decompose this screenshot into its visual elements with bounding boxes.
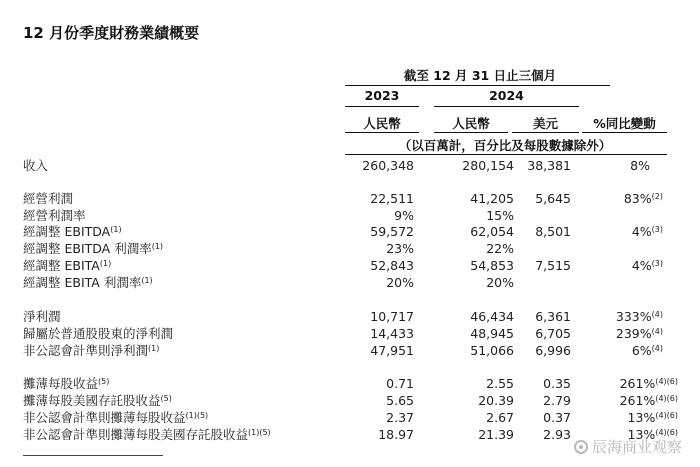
yoy-value: 13%	[627, 427, 656, 442]
row-label-text: 收入	[23, 158, 49, 173]
watermark	[574, 436, 682, 457]
row-label	[23, 392, 172, 410]
yoy-footnote: (2)	[651, 192, 663, 201]
rmb-2024-cell: 15%	[486, 208, 514, 223]
usd-cell: 0.37	[543, 410, 571, 425]
yoy-cell	[632, 223, 663, 241]
label-footnote: (1)	[141, 276, 153, 285]
yoy-cell	[616, 325, 663, 343]
row-label-text: 非公認會計準則淨利潤	[23, 343, 149, 358]
row-label-text: 歸屬於普通股股東的淨利潤	[23, 326, 174, 341]
yoy-footnote: (4)(6)	[655, 377, 678, 386]
yoy-value: 4%	[631, 224, 652, 239]
col-rmb-2023-rule	[345, 132, 419, 133]
row-label-text: 經營利潤率	[23, 208, 86, 223]
rmb-2023-cell: 5.65	[386, 393, 414, 408]
rmb-2024-cell: 280,154	[462, 158, 514, 173]
usd-cell: 6,361	[535, 309, 571, 324]
year-2024-rule	[434, 106, 579, 107]
row-label-text: 淨利潤	[23, 309, 61, 324]
yoy-value: 333%	[615, 309, 652, 324]
col-yoy-header: %同比變動	[593, 116, 656, 131]
rmb-2023-cell: 20%	[386, 275, 414, 290]
label-footnote: (1)	[110, 225, 122, 234]
usd-cell: 2.79	[543, 393, 571, 408]
rmb-2024-cell: 21.39	[478, 427, 514, 442]
yoy-cell	[632, 257, 663, 275]
rmb-2023-cell: 14,433	[370, 326, 414, 341]
row-label	[23, 409, 208, 427]
yoy-footnote: (3)	[651, 225, 663, 234]
yoy-cell	[620, 392, 678, 410]
rmb-2024-cell: 41,205	[470, 191, 514, 206]
rmb-2024-cell: 22%	[486, 241, 514, 256]
rmb-2023-cell: 10,717	[370, 309, 414, 324]
rmb-2023-cell: 23%	[386, 241, 414, 256]
row-label	[23, 342, 159, 360]
usd-cell: 6,996	[535, 343, 571, 358]
yoy-value: 83%	[623, 191, 652, 206]
label-footnote: (1)	[148, 344, 160, 353]
row-label-text: 經營利潤	[23, 191, 74, 206]
row-label	[23, 190, 73, 208]
table-row	[0, 409, 700, 427]
row-label-text: 經調整 EBITDA 利潤率	[23, 241, 152, 256]
col-usd-header: 美元	[532, 116, 558, 131]
yoy-footnote: (4)	[651, 327, 663, 336]
usd-cell: 7,515	[535, 258, 571, 273]
col-usd-rule	[512, 132, 579, 133]
usd-cell: 38,381	[527, 158, 571, 173]
label-footnote: (1)	[99, 259, 112, 268]
weibo-icon	[574, 440, 588, 454]
rmb-2023-cell: 260,348	[362, 158, 414, 173]
label-footnote: (5)	[98, 377, 110, 386]
row-label-text: 非公認會計準則攤薄每股收益	[23, 410, 186, 425]
row-label	[23, 375, 109, 393]
yoy-value: 4%	[631, 258, 652, 273]
period-header: 截至 12 月 31 日止三個月	[403, 68, 557, 83]
yoy-value: 261%	[619, 376, 656, 391]
row-label	[23, 325, 173, 343]
yoy-footnote: (4)(6)	[655, 428, 678, 437]
rmb-2024-cell: 20%	[486, 275, 514, 290]
table-row	[0, 240, 700, 258]
rmb-2023-cell: 47,951	[370, 343, 414, 358]
yoy-cell	[624, 190, 663, 208]
row-label	[23, 223, 122, 241]
usd-cell: 5,645	[535, 191, 571, 206]
usd-cell: 0.35	[543, 376, 571, 391]
rmb-2023-cell: 0.71	[386, 376, 414, 391]
year-2023-rule	[345, 106, 419, 107]
label-footnote: (5)	[160, 394, 172, 403]
rmb-2024-cell: 20.39	[478, 393, 514, 408]
watermark-text: 辰海商业观察	[592, 438, 683, 456]
row-label	[23, 257, 111, 275]
rmb-2023-cell: 18.97	[378, 427, 414, 442]
yoy-value: 8%	[630, 158, 650, 173]
row-label	[23, 426, 271, 444]
year-2023-header: 2023	[364, 88, 400, 103]
row-label-text: 非公認會計準則攤薄每股美國存託股收益	[23, 427, 249, 442]
yoy-footnote: (4)	[651, 310, 663, 319]
yoy-footnote: (4)(6)	[655, 411, 678, 420]
table-row	[0, 190, 700, 208]
yoy-cell	[628, 409, 678, 427]
yoy-value: 13%	[627, 410, 656, 425]
yoy-footnote: (4)	[651, 344, 663, 353]
table-row	[0, 157, 700, 175]
col-rmb-2024-rule	[434, 132, 508, 133]
table-row	[0, 274, 700, 292]
table-row	[0, 257, 700, 275]
row-label	[23, 157, 48, 175]
rmb-2024-cell: 54,853	[470, 258, 514, 273]
rmb-2024-cell: 2.55	[486, 376, 514, 391]
yoy-value: 239%	[615, 326, 652, 341]
row-label	[23, 240, 163, 258]
yoy-footnote: (3)	[651, 259, 663, 268]
yoy-value: 261%	[619, 393, 656, 408]
table-row	[0, 223, 700, 241]
label-footnote: (1)	[151, 242, 164, 251]
yoy-cell	[620, 375, 678, 393]
rmb-2023-cell: 22,511	[370, 191, 414, 206]
period-rule	[345, 85, 610, 86]
rmb-2024-cell: 46,434	[470, 309, 514, 324]
table-row	[0, 308, 700, 326]
rmb-2024-cell: 62,054	[470, 224, 514, 239]
rmb-2023-cell: 52,843	[370, 258, 414, 273]
rmb-2024-cell: 48,945	[470, 326, 514, 341]
rmb-2024-cell: 51,066	[470, 343, 514, 358]
footnote-rule	[23, 455, 163, 456]
col-yoy-rule	[582, 132, 667, 133]
rmb-2023-cell: 2.37	[386, 410, 414, 425]
yoy-cell	[632, 342, 663, 360]
page-title: 12 月份季度財務業績概要	[23, 24, 200, 42]
row-label-text: 攤薄每股收益	[23, 376, 99, 391]
yoy-cell	[630, 157, 650, 175]
usd-cell: 8,501	[535, 224, 571, 239]
rmb-2023-cell: 9%	[394, 208, 414, 223]
row-label	[23, 308, 61, 326]
row-label	[23, 274, 153, 292]
row-label-text: 經調整 EBITA	[23, 258, 100, 273]
yoy-footnote: (4)(6)	[655, 394, 678, 403]
table-row	[0, 342, 700, 360]
label-footnote: (1)(5)	[185, 411, 209, 420]
yoy-cell	[616, 308, 663, 326]
col-rmb-2024-header: 人民幣	[452, 116, 490, 131]
usd-cell: 2.93	[543, 427, 571, 442]
col-rmb-2023-header: 人民幣	[363, 116, 401, 131]
row-label-text: 經調整 EBITDA	[23, 224, 111, 239]
label-footnote: (1)(5)	[248, 428, 271, 437]
table-row	[0, 375, 700, 393]
rmb-2023-cell: 59,572	[370, 224, 414, 239]
row-label-text: 經調整 EBITA 利潤率	[23, 275, 142, 290]
yoy-value: 6%	[631, 343, 652, 358]
unit-note: （以百萬計，百分比及每股數據除外）	[398, 138, 612, 153]
year-2024-header: 2024	[489, 88, 524, 103]
table-row	[0, 392, 700, 410]
usd-cell: 6,705	[535, 326, 571, 341]
row-label-text: 攤薄每股美國存託股收益	[23, 393, 161, 408]
table-row	[0, 325, 700, 343]
rmb-2024-cell: 2.67	[486, 410, 514, 425]
unit-note-rule	[345, 154, 667, 155]
